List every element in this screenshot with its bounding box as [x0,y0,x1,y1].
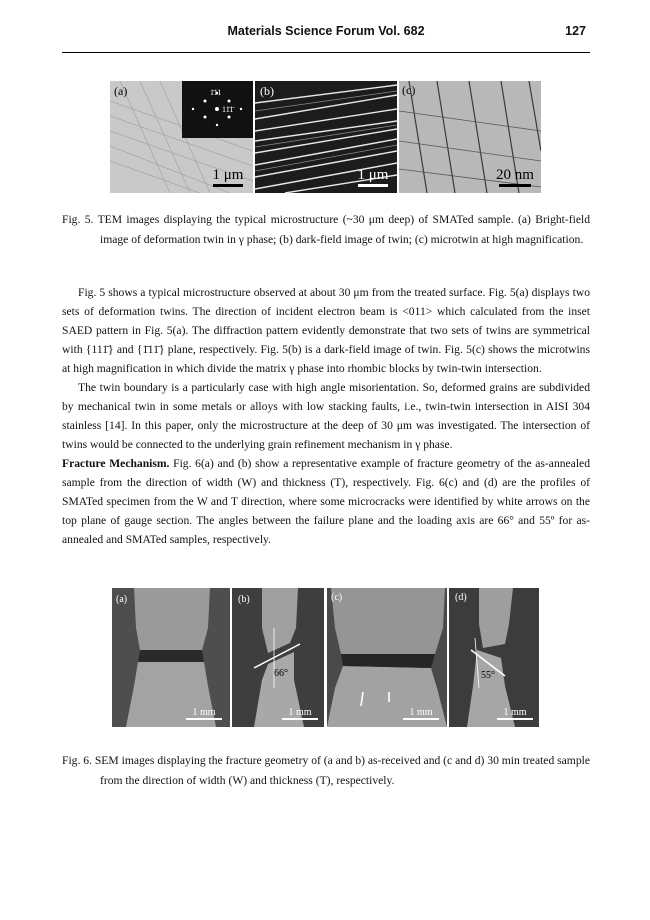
fig5-b-scalebar [351,167,395,187]
fig6-c-scalebar [399,707,443,720]
fig6-panel-b [232,588,324,727]
fig5-c-scale-text: 20 nm [496,167,534,183]
paragraph-1: Fig. 5 shows a typical microstructure observed at about 30 μm from the treated surface. Fig. 5(a) displays two sets of deformation twins. The direction of incident electron beam is <011> which calculated from the inset SAED pattern in Fig. 5(a). The diffraction pattern evidently demonstrate that two sets of twins are symmetrical with {111̄} and {1̄11̄} plane, respectively. Fig. 5(b) is a dark-field image of twin. Fig. 5(c) shows the microtwins at high magnification in which divide the matrix γ phase into rhombic blocks by twin-twin intersection. [62,286,590,375]
fig6-a-scale-text: 1 mm [192,707,216,718]
body-text [62,283,590,549]
fig6-caption: Fig. 6. SEM images displaying the fracture geometry of (a and b) as-received and (c and d) 30 min treated sample from the direction of width (W) and thickness (T), respectively. [62,754,590,787]
fig6-d-scalebar [493,707,537,720]
paragraph-2: The twin boundary is a particularly case with high angle misorientation. So, deformed grains are subdivided by mechanical twin in some metals or alloys with low stacking faults, i.e., twin-twin intersection in AISI 304 stainless [14]. In this paper, only the microstructure at the deep of 30 μm was investigated. The intersection of twins would be connected to the underlying grain refinement mechanism in γ phase. [62,381,590,451]
fig6-c-scale-text: 1 mm [409,707,433,718]
fig5-b-scale-text: 1 μm [357,167,389,183]
fig5-c-label: (c) [402,83,416,97]
fig6-a-scalebar [182,707,226,720]
section-heading-fracture: Fracture Mechanism. [62,457,170,470]
fig6-d-label: (d) [455,592,467,603]
fig6-b-scalebar [278,707,322,720]
fig6-panel-c [327,588,447,727]
fig5-c-scalebar [491,167,539,187]
fig6-panel-d [449,588,539,727]
fig6-c-label: (c) [331,592,343,603]
fig5-a-scale-text: 1 μm [212,167,244,183]
fig5-a-inset-label-2: 11̄1̄ [222,105,234,114]
fig5-panel-c [399,81,541,193]
journal-title: Materials Science Forum Vol. 682 [227,24,425,38]
page-number: 127 [565,24,586,38]
fig5-a-label: (a) [114,84,128,98]
paragraph-3 [62,454,590,549]
fig5-panel-a [110,81,253,193]
fig6-d-scale-text: 1 mm [503,707,527,718]
fig6-b-scale-text: 1 mm [288,707,312,718]
fig6-b-angle: 66° [274,668,288,679]
fig5-panel-b [255,81,397,193]
fig6-a-label: (a) [116,594,128,605]
fig5-a-scalebar [206,167,250,187]
fig6-panel-a [112,588,230,727]
fig6-d-angle: 55° [481,670,495,681]
fig5-b-label: (b) [260,84,274,98]
paragraph-3-text: Fig. 6(a) and (b) show a representative example of fracture geometry of the as-annealed sample from the direction of width (W) and thickness (T), respectively. Fig. 6(c) and (d) are the profiles of SMATed specimen from the W and T direction, where some microcracks were identified by white arrows on the top plane of gauge section. The angles between the failure plane and the loading axis are 66° and 55º for as-annealed and SMATed samples, respectively. [62,457,590,546]
fig6-b-label: (b) [238,594,250,605]
fig5-caption: Fig. 5. TEM images displaying the typical microstructure (~30 μm deep) of SMATed sample. (a) Bright-field image of deformation twin in γ phase; (b) dark-field image of twin; (c) microtwin at high magnification. [62,213,590,246]
fig5-a-inset-label-1: 1̄11 [210,88,222,97]
running-header [62,22,590,53]
